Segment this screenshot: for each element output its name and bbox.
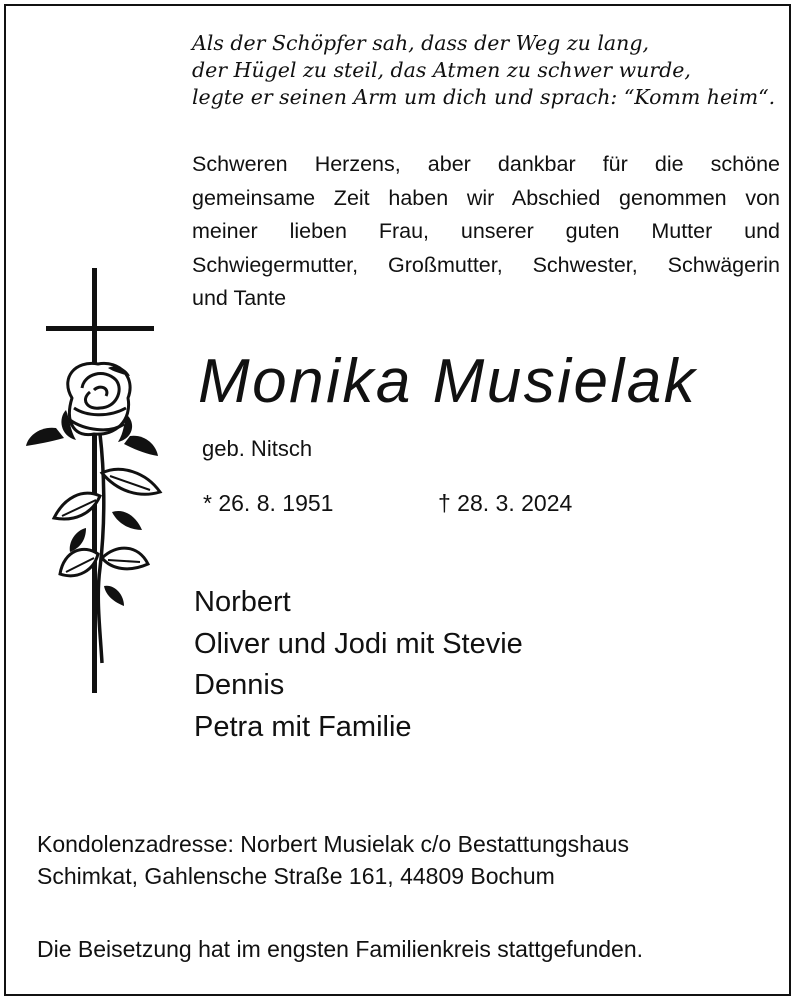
- poem: [192, 30, 782, 111]
- intro-line: und Tante: [192, 286, 287, 310]
- burial-note: Die Beisetzung hat im engsten Familienkreis stattgefunden.: [37, 936, 643, 962]
- intro-text: [192, 148, 780, 316]
- birth-date: * 26. 8. 1951: [203, 490, 334, 516]
- intro-line: Schweren Herzens, aber dankbar für die schöne: [192, 152, 780, 176]
- mourner: Norbert: [194, 586, 291, 618]
- mourner: Oliver und Jodi mit Stevie: [194, 627, 523, 660]
- address-line: Schimkat, Gahlensche Straße 161, 44809 Bochum: [37, 863, 555, 889]
- obituary-notice: [4, 4, 791, 996]
- deceased-name: Monika Musielak: [198, 347, 698, 416]
- birth-name: geb. Nitsch: [202, 436, 313, 461]
- intro-line: meiner lieben Frau, unserer guten Mutter und: [192, 219, 780, 243]
- cross-with-rose-icon: [20, 268, 170, 698]
- address-line: Kondolenzadresse: Norbert Musielak c/o Bestattungshaus: [37, 831, 629, 857]
- mourners-list: [194, 582, 523, 748]
- condolence-address: [37, 828, 777, 892]
- poem-line: der Hügel zu steil, das Atmen zu schwer wurde,: [192, 58, 691, 82]
- death-date: † 28. 3. 2024: [438, 490, 573, 516]
- intro-line: gemeinsame Zeit haben wir Abschied genommen von: [192, 185, 780, 210]
- poem-line: legte er seinen Arm um dich und sprach: “Komm heim“.: [192, 85, 776, 109]
- mourner: Petra mit Familie: [194, 710, 412, 743]
- poem-line: Als der Schöpfer sah, dass der Weg zu lang,: [192, 31, 649, 55]
- intro-line: Schwiegermutter, Großmutter, Schwester, Schwägerin: [192, 252, 780, 277]
- mourner: Dennis: [194, 669, 285, 701]
